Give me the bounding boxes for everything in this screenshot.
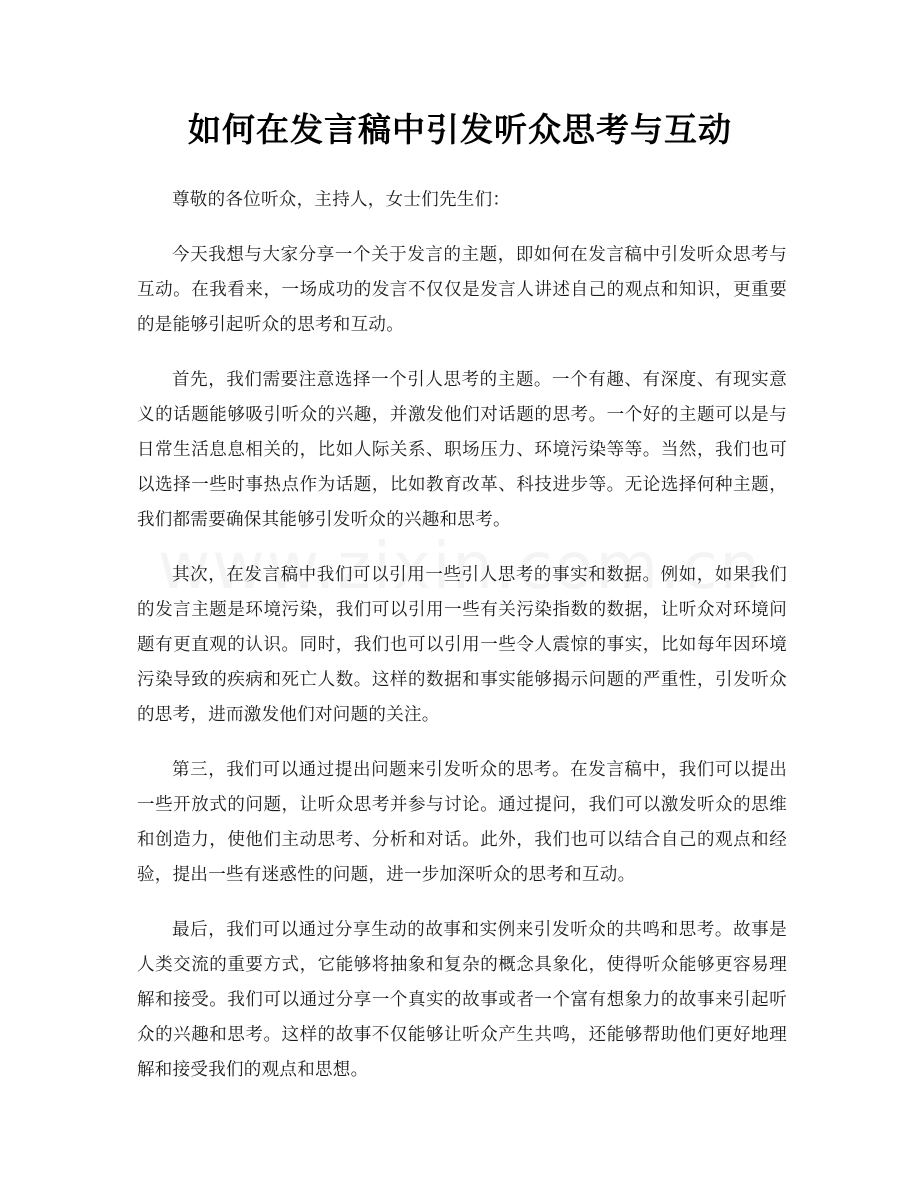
paragraph-salutation: 尊敬的各位听众，主持人，女士们先生们： (172, 190, 511, 210)
page-title: 如何在发言稿中引发听众思考与互动 (188, 110, 732, 149)
paragraph-third-point: 第三，我们可以通过提出问题来引发听众的思考。在发言稿中，我们可以提出一些开放式的问题，让听众思考并参与讨论。通过提问，我们可以激发听众的思维和创造力，使他们主动思考、分析和对话。此外，我们也可以结合自己的观点和经验，提出一些有迷惑性的问题，进一步加深听众的思考和互动。 (137, 760, 787, 885)
document-body (137, 183, 787, 1108)
paragraph-intro: 今天我想与大家分享一个关于发言的主题，即如何在发言稿中引发听众思考与互动。在我看来，一场成功的发言不仅仅是发言人讲述自己的观点和知识，更重要的是能够引起听众的思考和互动。 (137, 245, 787, 335)
paragraph-first-point: 首先，我们需要注意选择一个引人思考的主题。一个有趣、有深度、有现实意义的话题能够吸引听众的兴趣，并激发他们对话题的思考。一个好的主题可以是与日常生活息息相关的，比如人际关系、职场压力、环境污染等等。当然，我们也可以选择一些时事热点作为话题，比如教育改革、科技进步等。无论选择何种主题，我们都需要确保其能够引发听众的兴趣和思考。 (137, 370, 787, 530)
paragraph-second-point: 其次，在发言稿中我们可以引用一些引人思考的事实和数据。例如，如果我们的发言主题是环境污染，我们可以引用一些有关污染指数的数据，让听众对环境问题有更直观的认识。同时，我们也可以引用一些令人震惊的事实，比如每年因环境污染导致的疾病和死亡人数。这样的数据和事实能够揭示问题的严重性，引发听众的思考，进而激发他们对问题的关注。 (137, 565, 787, 725)
paragraph-final-point: 最后，我们可以通过分享生动的故事和实例来引发听众的共鸣和思考。故事是人类交流的重要方式，它能够将抽象和复杂的概念具象化，使得听众能够更容易理解和接受。我们可以通过分享一个真实的故事或者一个富有想象力的故事来引起听众的兴趣和思考。这样的故事不仅能够让听众产生共鸣，还能够帮助他们更好地理解和接受我们的观点和思想。 (137, 920, 787, 1080)
